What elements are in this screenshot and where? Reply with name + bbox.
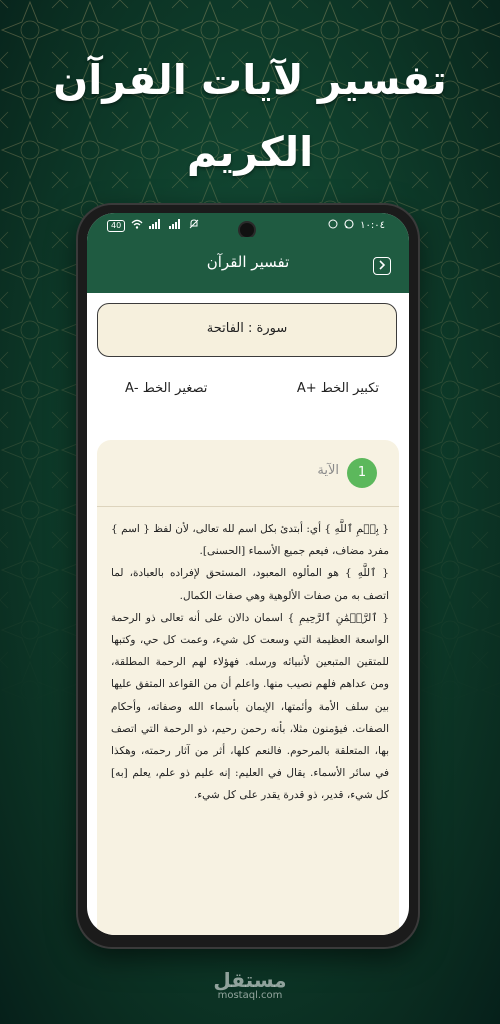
notification-icon (328, 219, 338, 232)
wifi-icon (131, 219, 143, 232)
status-bar (87, 213, 409, 237)
watermark-latin: mostaql.com (217, 990, 283, 1001)
status-icons (107, 219, 199, 232)
watermark-logo (0, 968, 500, 1001)
page-title: تفسير القرآن (206, 253, 290, 271)
ayah-number-badge: 1 (347, 458, 377, 488)
watermark-arabic: مستقل (213, 968, 287, 992)
phone-screen (87, 213, 409, 935)
battery-icon: 40 (107, 220, 125, 232)
signal-icon (149, 219, 163, 232)
ayah-header (97, 440, 399, 507)
tafsir-paragraph: { ٱلرَّحۡمَٰنِ ٱلرَّحِيمِ } اسمان دالان على أنه تعالى ذو الرحمة الواسعة العظيمة التي وسعت كل شيء، وعمت كل حي، وكتبها للمتقين المتبعين لأنبيائه ورسله. فهؤلاء لهم الرحمة المطلقة، ومن عداهم فلهم نصيب منها. واعلم أن من القواعد المتفق عليها بين سلف الأمة وأئمتها، الإيمان بأسماء الله وصفاته، وأحكام الصفات. فيؤمنون مثلا، بأنه رحمن رحيم، ذو الرحمة التي اتصف بها، المتعلقة بالمرحوم. فالنعم كلها، أثر من آثار رحمته، وهكذا في سائر الأسماء. يقال في العليم: إنه عليم ذو علم، يعلم [به] كل شيء، قدير، ذو قدرة يقدر على كل شيء. (111, 611, 389, 802)
status-right (328, 219, 385, 232)
chevron-right-icon (377, 259, 387, 273)
chat-icon (344, 219, 354, 232)
mute-icon (189, 219, 199, 232)
ayah-card (97, 440, 399, 935)
app-bar (87, 237, 409, 293)
ayah-label: الآية (317, 463, 339, 478)
tafsir-paragraph: { بِسۡمِ ٱللَّهِ } أي: أبتدئ بكل اسم لله تعالى، لأن لفظ { اسم } مفرد مضاف، فيعم جميع الأسماء [الحسنى]. (111, 523, 389, 558)
back-button[interactable] (373, 257, 391, 275)
tafsir-paragraph: { ٱللَّهِ } هو المألوه المعبود، المستحق لإفراده بالعبادة، لما اتصف به من صفات الألوهية وهي صفات الكمال. (111, 567, 389, 602)
camera-cutout (240, 223, 254, 237)
banner-title-line1: تفسير لآيات القرآن (53, 56, 447, 104)
status-time: ١٠:٠٤ (360, 220, 385, 231)
tafsir-text (111, 518, 389, 807)
phone-mockup (78, 205, 418, 947)
signal-icon-2 (169, 219, 183, 232)
font-size-controls (87, 381, 409, 405)
decrease-font-button[interactable]: تصغير الخط -A (125, 381, 208, 396)
increase-font-button[interactable]: تكبير الخط +A (296, 381, 379, 396)
surah-selector[interactable]: سورة : الفاتحة (97, 303, 397, 357)
banner-title-line2: الكريم (186, 128, 314, 176)
